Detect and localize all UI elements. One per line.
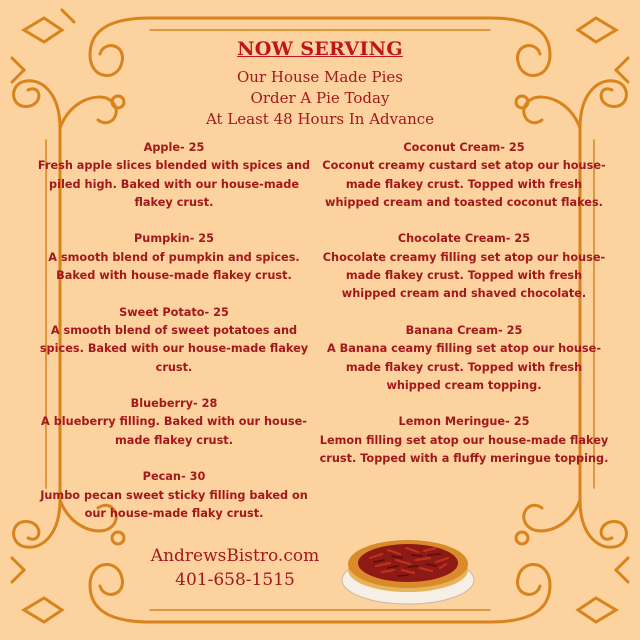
- menu-item: [318, 322, 610, 395]
- menu-item-desc: A blueberry filling. Baked with our house-made flakey crust.: [41, 415, 307, 447]
- menu-item-name: Pecan- 30: [142, 470, 206, 484]
- menu-item: [28, 304, 320, 377]
- menu-item-desc: Coconut creamy custard set atop our house-made flakey crust. Topped with fresh whipped cream and toasted coconut flakes.: [322, 159, 606, 209]
- menu-item: [28, 139, 320, 212]
- subtitle-line-3: At Least 48 Hours In Advance: [205, 110, 435, 128]
- menu-item: [28, 395, 320, 450]
- menu-item-name: Lemon Meringue- 25: [398, 415, 530, 429]
- menu-item-name: Banana Cream- 25: [405, 323, 523, 337]
- website-link[interactable]: AndrewsBistro.com: [150, 546, 320, 566]
- menu-item-name: Pumpkin- 25: [134, 232, 214, 246]
- menu-item: [318, 413, 610, 468]
- menu-item-desc: A smooth blend of sweet potatoes and spices. Baked with our house-made flakey crust.: [39, 323, 309, 374]
- menu-item-desc: Chocolate creamy filling set atop our house-made flakey crust. Topped with fresh whipped cream and shaved chocolate.: [322, 250, 606, 301]
- menu-item-name: Apple- 25: [143, 141, 205, 154]
- headline: NOW SERVING: [237, 38, 403, 60]
- menu-item-desc: Lemon filling set atop our house-made flakey crust. Topped with a fluffy meringue topping.: [319, 433, 609, 466]
- menu-item: [28, 468, 320, 523]
- subtitle-line-1: Our House Made Pies: [236, 68, 404, 86]
- left-menu-column: [28, 139, 320, 523]
- phone-number[interactable]: 401-658-1515: [175, 570, 295, 590]
- menu-item-desc: Jumbo pecan sweet sticky filling baked on our house-made flaky crust.: [40, 488, 308, 520]
- menu-item-name: Sweet Potato- 25: [119, 305, 229, 319]
- menu-item-name: Blueberry- 28: [130, 397, 218, 411]
- menu-item-name: Coconut Cream- 25: [403, 141, 525, 154]
- menu-item-desc: Fresh apple slices blended with spices and piled high. Baked with our house-made flakey crust.: [37, 159, 311, 209]
- menu-item-desc: A Banana ceamy filling set atop our house-made flakey crust. Topped with fresh whipped cream topping.: [326, 342, 602, 392]
- menu-item: [318, 230, 610, 303]
- menu-item: [28, 230, 320, 285]
- menu-item: [318, 139, 610, 212]
- menu-item-name: Chocolate Cream- 25: [397, 232, 531, 246]
- menu-item-desc: A smooth blend of pumpkin and spices. Baked with house-made flakey crust.: [48, 250, 300, 283]
- pie-illustration: [332, 518, 482, 608]
- right-menu-column: [318, 139, 610, 468]
- subtitle-line-2: Order A Pie Today: [250, 89, 390, 107]
